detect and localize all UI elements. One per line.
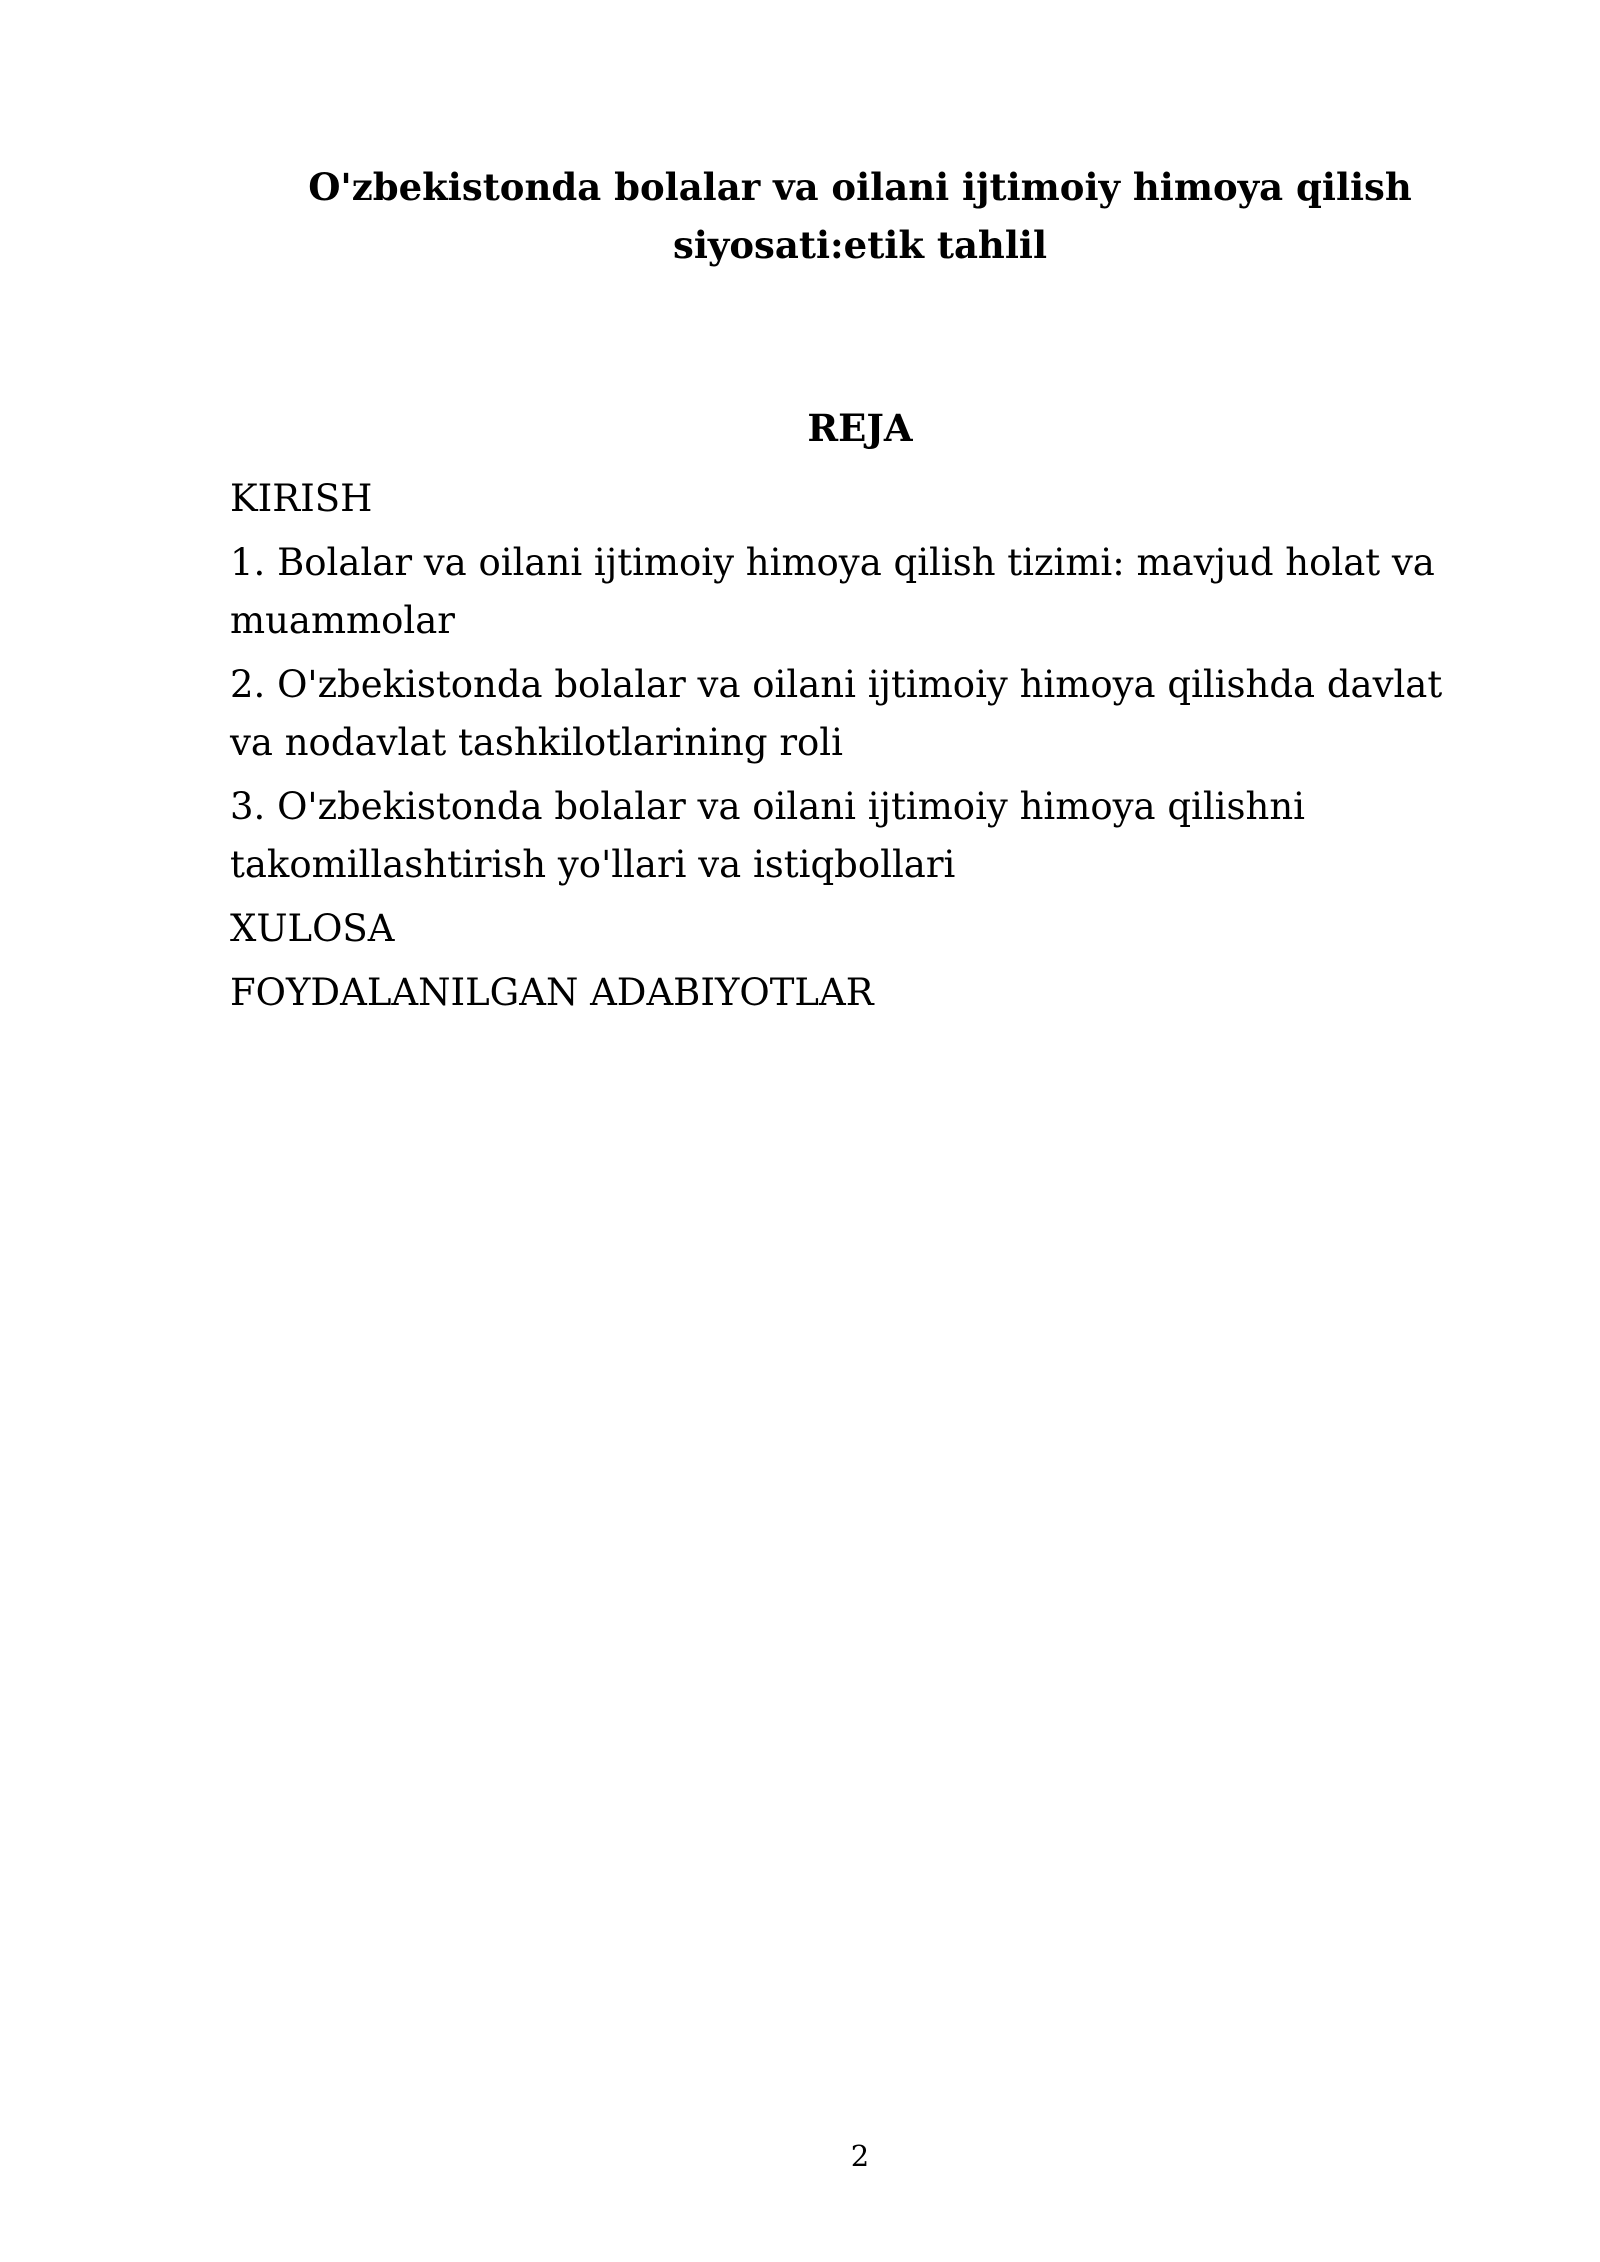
document-title-line: siyosati:etik tahlil — [672, 223, 1047, 267]
toc-item-line: FOYDALANILGAN ADABIYOTLAR — [230, 971, 874, 1014]
toc-item-line: muammolar — [230, 599, 455, 642]
toc-item-conclusion — [230, 900, 1500, 958]
plan-heading: REJA — [807, 406, 913, 450]
toc-item-line: XULOSA — [230, 907, 395, 950]
toc-item-line: 1. Bolalar va oilani ijtimoiy himoya qilish tizimi: mavjud holat va — [230, 541, 1435, 584]
toc-item-line: 2. O'zbekistonda bolalar va oilani ijtimoiy himoya qilishda davlat — [230, 663, 1443, 706]
toc-item-introduction — [230, 470, 1500, 528]
document-title — [230, 158, 1490, 274]
table-of-contents — [230, 470, 1500, 1028]
page-number: 2 — [850, 2139, 870, 2173]
toc-item-section-3 — [230, 778, 1500, 894]
toc-item-references — [230, 964, 1500, 1022]
toc-item-section-1 — [230, 534, 1500, 650]
toc-item-section-2 — [230, 656, 1500, 772]
toc-item-line: KIRISH — [230, 477, 373, 520]
document-title-line: O'zbekistonda bolalar va oilani ijtimoiy himoya qilish — [308, 165, 1412, 209]
toc-item-line: takomillashtirish yo'llari va istiqbollari — [230, 843, 956, 886]
toc-item-line: 3. O'zbekistonda bolalar va oilani ijtimoiy himoya qilishni — [230, 785, 1305, 828]
toc-item-line: va nodavlat tashkilotlarining roli — [230, 721, 843, 764]
